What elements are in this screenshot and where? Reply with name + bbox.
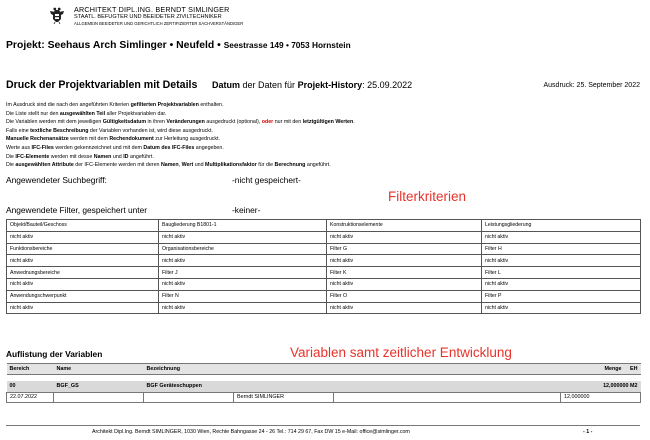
project-address: Seestrasse 149 (223, 40, 284, 50)
filter-status: nicht aktiv (159, 278, 327, 290)
filter-status: nicht aktiv (482, 255, 641, 267)
filter-status-row (7, 231, 641, 243)
filter-name: Leistungsgliederung (482, 220, 641, 232)
filter-status: nicht aktiv (159, 231, 327, 243)
variables-annotation: Variablen samt zeitlicher Entwicklung (290, 345, 512, 360)
filter-name: Konstruktionselemente (327, 220, 482, 232)
variable-group-row (7, 381, 641, 392)
description-line: Manuelle Rechenansätze werden mit dem Rechendokument zur Herleitung ausgedruckt. (6, 136, 221, 143)
filter-name: Filter N (159, 290, 327, 302)
filter-table (6, 219, 641, 314)
description-line: Werte aus IFC-Files werden gekennzeichnet und mit dem Datum des IFC-Files angegeben. (6, 144, 224, 151)
filter-name-row (7, 290, 641, 302)
filter-name: Organisationsbereiche (159, 243, 327, 255)
filter-name: Filter O (327, 290, 482, 302)
report-description (6, 101, 636, 170)
filter-status: nicht aktiv (159, 302, 327, 314)
architect-name: ARCHITEKT DIPL.ING. BERNDT SIMLINGER (74, 5, 230, 14)
data-date: Datum der Daten für Projekt-History: 25.09.2022 (212, 80, 413, 90)
filter-status: nicht aktiv (7, 231, 159, 243)
filter-status-row (7, 302, 641, 314)
filter-name: Objekt/Bauteil/Geschoss (7, 220, 159, 232)
filter-status: nicht aktiv (327, 278, 482, 290)
description-line: Die ausgewählten Attribute der IFC-Elemente werden mit deren Namen, Wert und Multiplikationsfaktor für die Berechnung angeführt. (6, 162, 331, 169)
description-line: Die Variablen werden mit dem jeweiligen Gültigkeitsdatum in ihren Veränderungen ausgedruckt (optional), oder nur mit den letztgültigen Werten. (6, 119, 355, 126)
variable-name: BGF_GS (54, 381, 144, 392)
footer-divider (6, 425, 640, 426)
header-bereich: Bereich (7, 364, 54, 375)
description-line: Die Liste stellt nur den ausgewählten Teil aller Projektvariablen dar. (6, 110, 167, 117)
filter-criteria-annotation: Filterkriterien (388, 189, 467, 204)
filter-name-row (7, 243, 641, 255)
filter-name: Anwednungsbereiche (7, 267, 159, 279)
filter-status: nicht aktiv (327, 302, 482, 314)
report-title: Druck der Projektvariablen mit Details (6, 79, 198, 91)
footer-contact: Architekt Dipl.Ing. Berndt SIMLINGER, 1030 Wien, Rechte Bahngasse 24 - 26 Tel.: 714 29 67, Fax DW 15 e-Mail: office@simlinger.com (92, 429, 410, 435)
variables-title: Auflistung der Variablen (6, 349, 103, 359)
letterhead (50, 6, 243, 26)
filter-name: Filter P (482, 290, 641, 302)
history-user: Berndt SIMLINGER (234, 392, 334, 403)
project-title: Projekt: Seehaus Arch Simlinger • Neufeld • Seestrasse 149 • 7053 Hornstein (6, 40, 351, 51)
report-heading (6, 79, 640, 93)
filter-name: Baugliederung B1801-1 (159, 220, 327, 232)
filter-status-row (7, 278, 641, 290)
filter-name: Filter J (159, 267, 327, 279)
header-menge: Menge (561, 364, 625, 375)
filter-name-row (7, 220, 641, 232)
variable-bereich: 00 (7, 381, 54, 392)
applied-filter-value: -keiner- (232, 205, 261, 215)
header-bezeichnung: Bezeichnung (144, 364, 561, 375)
description-line: Im Ausdruck sind die nach den angeführten Kriterien gefilterten Projektvariablen enthalten. (6, 102, 224, 108)
filter-name: Filter K (327, 267, 482, 279)
project-name: Projekt: Seehaus Arch Simlinger (6, 40, 167, 51)
variable-bezeichnung: BGF Geräteschuppen (144, 381, 561, 392)
header-eh: EH (625, 364, 641, 375)
search-term-value: -nicht gespeichert- (232, 175, 301, 185)
print-date: Ausdruck: 25. September 2022 (543, 82, 640, 89)
project-town: Neufeld (176, 40, 215, 51)
search-term-row (6, 175, 301, 185)
filter-status: nicht aktiv (159, 255, 327, 267)
filter-status: nicht aktiv (327, 255, 482, 267)
filter-status-row (7, 255, 641, 267)
page-number: - 1 - (583, 429, 593, 435)
applied-filter-label: Angewendete Filter, gespeichert unter (6, 205, 148, 215)
filter-status: nicht aktiv (327, 231, 482, 243)
filter-name: Filter H (482, 243, 641, 255)
project-zip: 7053 Hornstein (291, 40, 351, 50)
filter-status: nicht aktiv (7, 255, 159, 267)
header-name: Name (54, 364, 144, 375)
description-line: Die IFC-Elemente werden mit desse Namen und ID angeführt. (6, 153, 154, 160)
architect-certification: ALLGEMEIN BEEIDETER UND GERICHTLICH ZERTIFIZIERTER SACHVERSTÄNDIGER (74, 20, 244, 26)
filter-status: nicht aktiv (7, 278, 159, 290)
filter-status: nicht aktiv (482, 231, 641, 243)
variable-menge: 12,000000 M2 (561, 381, 641, 392)
filter-status: nicht aktiv (7, 302, 159, 314)
variable-history-row (7, 392, 641, 403)
filter-name: Filter G (327, 243, 482, 255)
filter-name: Anwendungschwerpunkt (7, 290, 159, 302)
architect-title: STAATL. BEFUGTER UND BEEIDETER ZIVILTECHNIKER (74, 14, 222, 21)
search-term-label: Angewendeter Suchbegriff: (6, 175, 107, 185)
filter-status: nicht aktiv (482, 278, 641, 290)
filter-status: nicht aktiv (482, 302, 641, 314)
history-date: 22.07.2022 (7, 392, 54, 403)
austrian-eagle-icon (50, 7, 64, 24)
filter-name: Filter L (482, 267, 641, 279)
variables-table (6, 363, 641, 403)
filter-name: Funktionsbereiche (7, 243, 159, 255)
filter-name-row (7, 267, 641, 279)
variables-header-row (7, 364, 641, 375)
description-line: Falls eine textliche Beschreibung der Variablen vorhanden ist, wird diese ausgedruckt. (6, 127, 213, 134)
history-value: 12,000000 (561, 392, 641, 403)
applied-filter-row (6, 205, 261, 215)
